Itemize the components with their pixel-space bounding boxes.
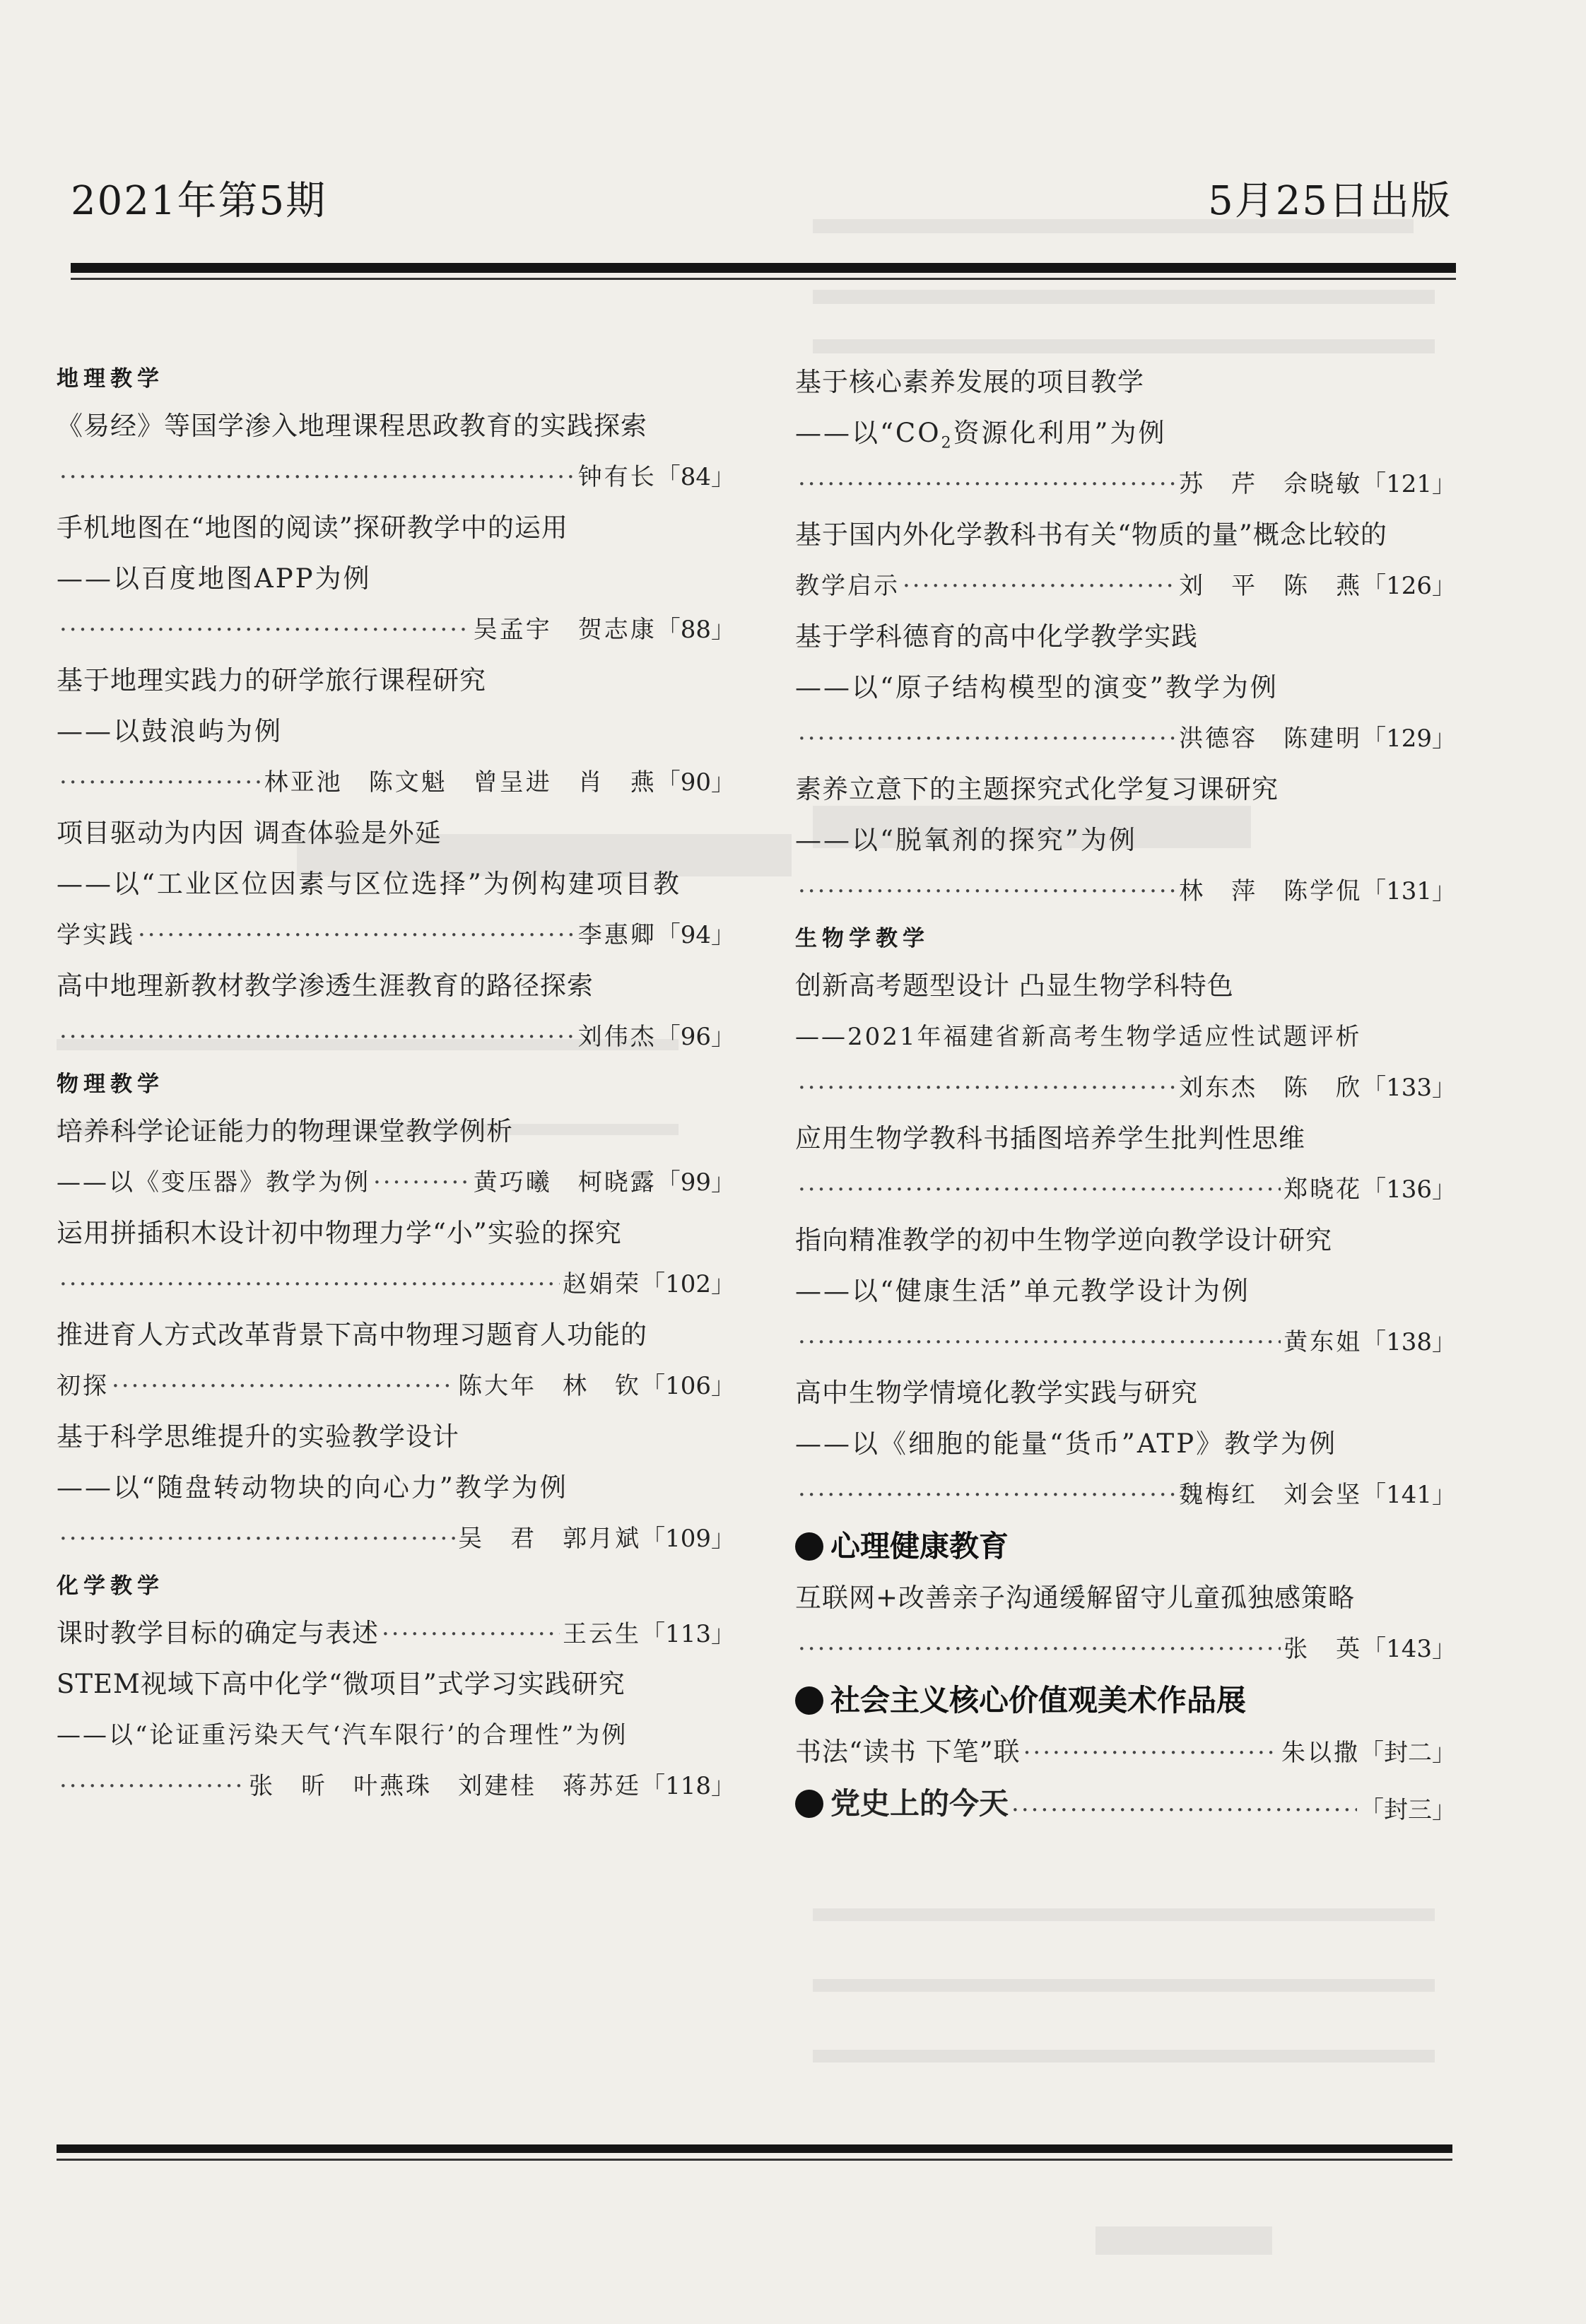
article-page: 「141」 bbox=[1362, 1481, 1456, 1509]
article-title: STEM视域下高中化学“微项目”式学习实践研究 bbox=[57, 1669, 625, 1699]
section-chemistry: 化学教学 bbox=[57, 1573, 164, 1599]
article-subtitle: ——以“工业区位因素与区位选择”为例构建项目教 bbox=[57, 869, 681, 899]
article-page: 「131」 bbox=[1362, 877, 1456, 905]
article-authors: 刘伟杰 bbox=[577, 1023, 657, 1051]
article-page: 「94」 bbox=[656, 921, 735, 949]
article-authors: 吴 君 郭月斌 bbox=[458, 1525, 642, 1553]
article-title: 互联网+改善亲子沟通缓解留守儿童孤独感策略 bbox=[795, 1583, 1356, 1613]
header-rule bbox=[71, 263, 1456, 273]
article-page: 「88」 bbox=[656, 616, 735, 644]
article-authors: 王云生 bbox=[563, 1620, 642, 1648]
article-page: 「96」 bbox=[656, 1023, 735, 1051]
section-art-exhibition bbox=[795, 1674, 1456, 1727]
article-subtitle: ——以鼓浪屿为例 bbox=[57, 716, 283, 746]
section-geography: 地理教学 bbox=[57, 366, 164, 392]
article-authors: 郑晓花 bbox=[1284, 1175, 1363, 1204]
article-page: 「133」 bbox=[1362, 1074, 1456, 1102]
article-authors: 钟有长 bbox=[577, 463, 657, 491]
article-authors: 刘 平 陈 燕 bbox=[1179, 572, 1363, 600]
article-authors: 苏 芹 佘晓敏 bbox=[1179, 470, 1363, 498]
article-authors: 李惠卿 bbox=[577, 921, 657, 949]
article-authors: 刘东杰 陈 欣 bbox=[1179, 1074, 1363, 1102]
article-subtitle-cont: 学实践 bbox=[57, 921, 135, 949]
article-leader bbox=[57, 604, 735, 655]
article-title: 手机地图在“地图的阅读”探研教学中的运用 bbox=[57, 512, 568, 543]
article-authors: 赵娟荣 bbox=[563, 1270, 642, 1298]
article-subtitle: ——2021年福建省新高考生物学适应性试题评析 bbox=[795, 1023, 1362, 1051]
bullet-dot-icon bbox=[795, 1686, 823, 1715]
toc-right-column bbox=[795, 357, 1456, 1830]
article-page: 「143」 bbox=[1362, 1635, 1456, 1663]
article-page: 「109」 bbox=[641, 1525, 735, 1553]
article-authors: 吴孟宇 贺志康 bbox=[473, 616, 657, 644]
article-subtitle: ——以“脱氧剂的探究”为例 bbox=[795, 825, 1137, 855]
article-page: 「129」 bbox=[1362, 724, 1456, 753]
article-title: 高中生物学情境化教学实践与研究 bbox=[795, 1378, 1198, 1408]
article-title: 课时教学目标的确定与表述 bbox=[57, 1618, 379, 1648]
header-rule-thin bbox=[71, 278, 1456, 280]
article-page: 「封三」 bbox=[1360, 1796, 1456, 1824]
article-title: 基于学科德育的高中化学教学实践 bbox=[795, 621, 1198, 652]
article-authors: 林 萍 陈学侃 bbox=[1179, 877, 1363, 905]
article-title: 创新高考题型设计 凸显生物学科特色 bbox=[795, 970, 1234, 1001]
article-authors: 林亚池 陈文魁 曾呈进 肖 燕 bbox=[264, 768, 657, 797]
article-subtitle: ——以《变压器》教学为例 bbox=[57, 1168, 370, 1197]
article-title: 应用生物学教科书插图培养学生批判性思维 bbox=[795, 1123, 1305, 1154]
article-title: 《易经》等国学渗入地理课程思政教育的实践探索 bbox=[57, 411, 647, 441]
article-page: 「136」 bbox=[1362, 1175, 1456, 1204]
article-page: 「106」 bbox=[641, 1372, 735, 1400]
article-subtitle: ——以《细胞的能量“货币”ATP》教学为例 bbox=[795, 1428, 1338, 1459]
article-leader bbox=[795, 866, 1456, 917]
article-title: 项目驱动为内因 调查体验是外延 bbox=[57, 818, 442, 848]
article-leader bbox=[795, 713, 1456, 764]
footer-rule bbox=[57, 2144, 1452, 2153]
article-authors: 洪德容 陈建明 bbox=[1179, 724, 1363, 753]
section-biology: 生物学教学 bbox=[795, 926, 929, 951]
article-subtitle: 初探 bbox=[57, 1372, 109, 1400]
article-page: 「99」 bbox=[656, 1168, 735, 1197]
article-leader bbox=[57, 1513, 735, 1564]
subscript-2: 2 bbox=[941, 434, 953, 452]
article-title: 书法“读书 下笔”联 bbox=[795, 1737, 1021, 1767]
article-authors: 黄东姐 bbox=[1284, 1328, 1363, 1356]
article-page: 「90」 bbox=[656, 768, 735, 797]
article-page: 「126」 bbox=[1362, 572, 1456, 600]
article-title: 基于国内外化学教科书有关“物质的量”概念比较的 bbox=[795, 520, 1387, 550]
article-subtitle: ——以“随盘转动物块的向心力”教学为例 bbox=[57, 1472, 568, 1503]
article-title: 培养科学论证能力的物理课堂教学例析 bbox=[57, 1116, 513, 1146]
subtitle-part: ——以“CO bbox=[795, 418, 941, 448]
article-leader bbox=[57, 757, 735, 808]
section-party-history-row bbox=[795, 1778, 1456, 1830]
article-title: 基于核心素养发展的项目教学 bbox=[795, 367, 1144, 397]
bullet-dot-icon bbox=[795, 1790, 823, 1818]
article-page: 「84」 bbox=[656, 463, 735, 491]
article-leader bbox=[795, 1727, 1456, 1778]
article-subtitle: 教学启示 bbox=[795, 572, 900, 600]
article-title: 运用拼插积木设计初中物理力学“小”实验的探究 bbox=[57, 1218, 622, 1248]
article-subtitle: ——以百度地图APP为例 bbox=[57, 563, 372, 594]
article-page: 「121」 bbox=[1362, 470, 1456, 498]
article-title: 指向精准教学的初中生物学逆向教学设计研究 bbox=[795, 1225, 1332, 1255]
article-authors: 张 昕 叶燕珠 刘建桂 蒋苏廷 bbox=[249, 1772, 642, 1800]
section-title: 心理健康教育 bbox=[830, 1529, 1009, 1563]
article-authors: 张 英 bbox=[1284, 1635, 1363, 1663]
article-title: 推进育人方式改革背景下高中物理习题育人功能的 bbox=[57, 1320, 647, 1350]
section-title: 社会主义核心价值观美术作品展 bbox=[830, 1683, 1247, 1718]
section-title: 党史上的今天 bbox=[830, 1786, 1009, 1821]
article-subtitle: ——以“原子结构模型的演变”教学为例 bbox=[795, 672, 1279, 703]
article-leader bbox=[795, 1164, 1456, 1215]
article-leader bbox=[57, 1361, 735, 1412]
publish-date: 5月25日出版 bbox=[1208, 178, 1452, 224]
article-subtitle bbox=[795, 408, 1456, 459]
article-title: 基于地理实践力的研学旅行课程研究 bbox=[57, 665, 486, 696]
article-leader bbox=[57, 1761, 735, 1812]
article-title: 基于科学思维提升的实验教学设计 bbox=[57, 1421, 459, 1452]
footer-rule-thin bbox=[57, 2159, 1452, 2161]
article-page: 「113」 bbox=[641, 1620, 735, 1648]
section-mental-health bbox=[795, 1520, 1456, 1573]
article-leader bbox=[57, 910, 735, 961]
article-authors: 黄巧曦 柯晓露 bbox=[473, 1168, 657, 1197]
article-leader bbox=[795, 1469, 1456, 1520]
issue-label: 2021年第5期 bbox=[71, 178, 327, 224]
article-subtitle: ——以“论证重污染天气‘汽车限行’的合理性”为例 bbox=[57, 1721, 628, 1749]
article-leader bbox=[795, 1062, 1456, 1113]
section-physics: 物理教学 bbox=[57, 1072, 164, 1097]
article-page: 「封二」 bbox=[1360, 1739, 1456, 1767]
article-title: 素养立意下的主题探究式化学复习课研究 bbox=[795, 774, 1279, 804]
article-page: 「102」 bbox=[641, 1270, 735, 1298]
article-leader bbox=[795, 1317, 1456, 1368]
article-authors: 朱以撒 bbox=[1281, 1739, 1360, 1767]
article-authors: 陈大年 林 钦 bbox=[458, 1372, 642, 1400]
article-leader bbox=[57, 1011, 735, 1062]
article-leader bbox=[57, 1608, 735, 1659]
article-leader bbox=[795, 1624, 1456, 1674]
article-title: 高中地理新教材教学渗透生涯教育的路径探索 bbox=[57, 970, 594, 1001]
subtitle-part: 资源化利用”为例 bbox=[953, 418, 1167, 448]
toc-left-column bbox=[57, 357, 735, 1812]
article-leader bbox=[57, 452, 735, 503]
section-party-history bbox=[795, 1778, 1009, 1830]
article-leader bbox=[57, 1259, 735, 1310]
article-leader bbox=[57, 1157, 735, 1208]
article-authors: 魏梅红 刘会坚 bbox=[1179, 1481, 1363, 1509]
article-page: 「138」 bbox=[1362, 1328, 1456, 1356]
article-subtitle: ——以“健康生活”单元教学设计为例 bbox=[795, 1276, 1250, 1306]
bullet-dot-icon bbox=[795, 1532, 823, 1561]
article-page: 「118」 bbox=[641, 1772, 735, 1800]
article-leader bbox=[795, 459, 1456, 510]
article-leader bbox=[795, 561, 1456, 611]
